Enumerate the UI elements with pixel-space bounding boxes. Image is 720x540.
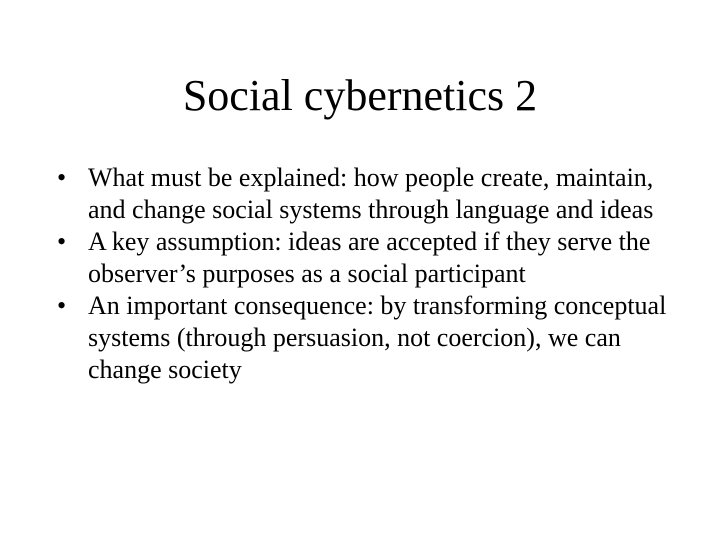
bullet-item: [55, 162, 675, 226]
bullet-list: [55, 162, 675, 386]
bullet-marker: •: [57, 291, 67, 320]
bullet-text: An important consequence: by transforming conceptual systems (through persuasion, not coercion), we can change society: [88, 291, 667, 384]
bullet-marker: •: [57, 163, 67, 192]
slide-title: Social cybernetics 2: [182, 71, 538, 120]
bullet-marker: •: [57, 227, 67, 256]
bullet-item: [55, 226, 675, 290]
bullet-text: A key assumption: ideas are accepted if they serve the observer’s purposes as a social participant: [88, 227, 651, 288]
bullet-text: What must be explained: how people create, maintain, and change social systems through language and ideas: [88, 163, 654, 224]
bullet-item: [55, 290, 675, 386]
